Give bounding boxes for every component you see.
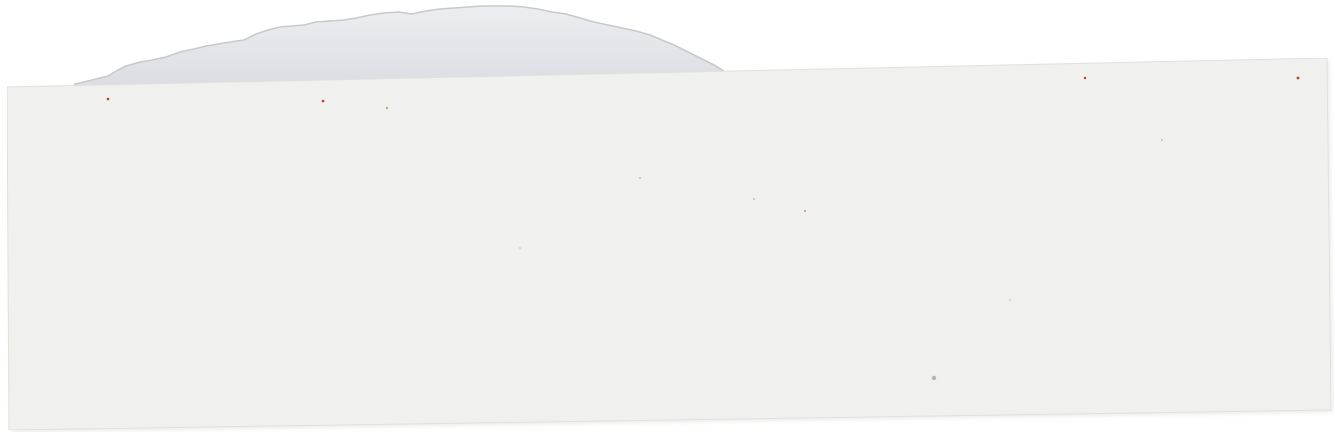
speck — [1297, 77, 1300, 80]
speck — [932, 376, 936, 380]
speck — [753, 198, 755, 200]
speck — [1084, 77, 1086, 79]
speck — [1161, 139, 1163, 141]
speck — [804, 210, 806, 212]
speck — [386, 107, 388, 109]
speck — [519, 247, 521, 249]
speck — [107, 98, 110, 101]
paper-sheet — [7, 58, 1331, 430]
speck — [1009, 299, 1011, 301]
speck — [322, 100, 325, 103]
speck — [639, 177, 641, 179]
